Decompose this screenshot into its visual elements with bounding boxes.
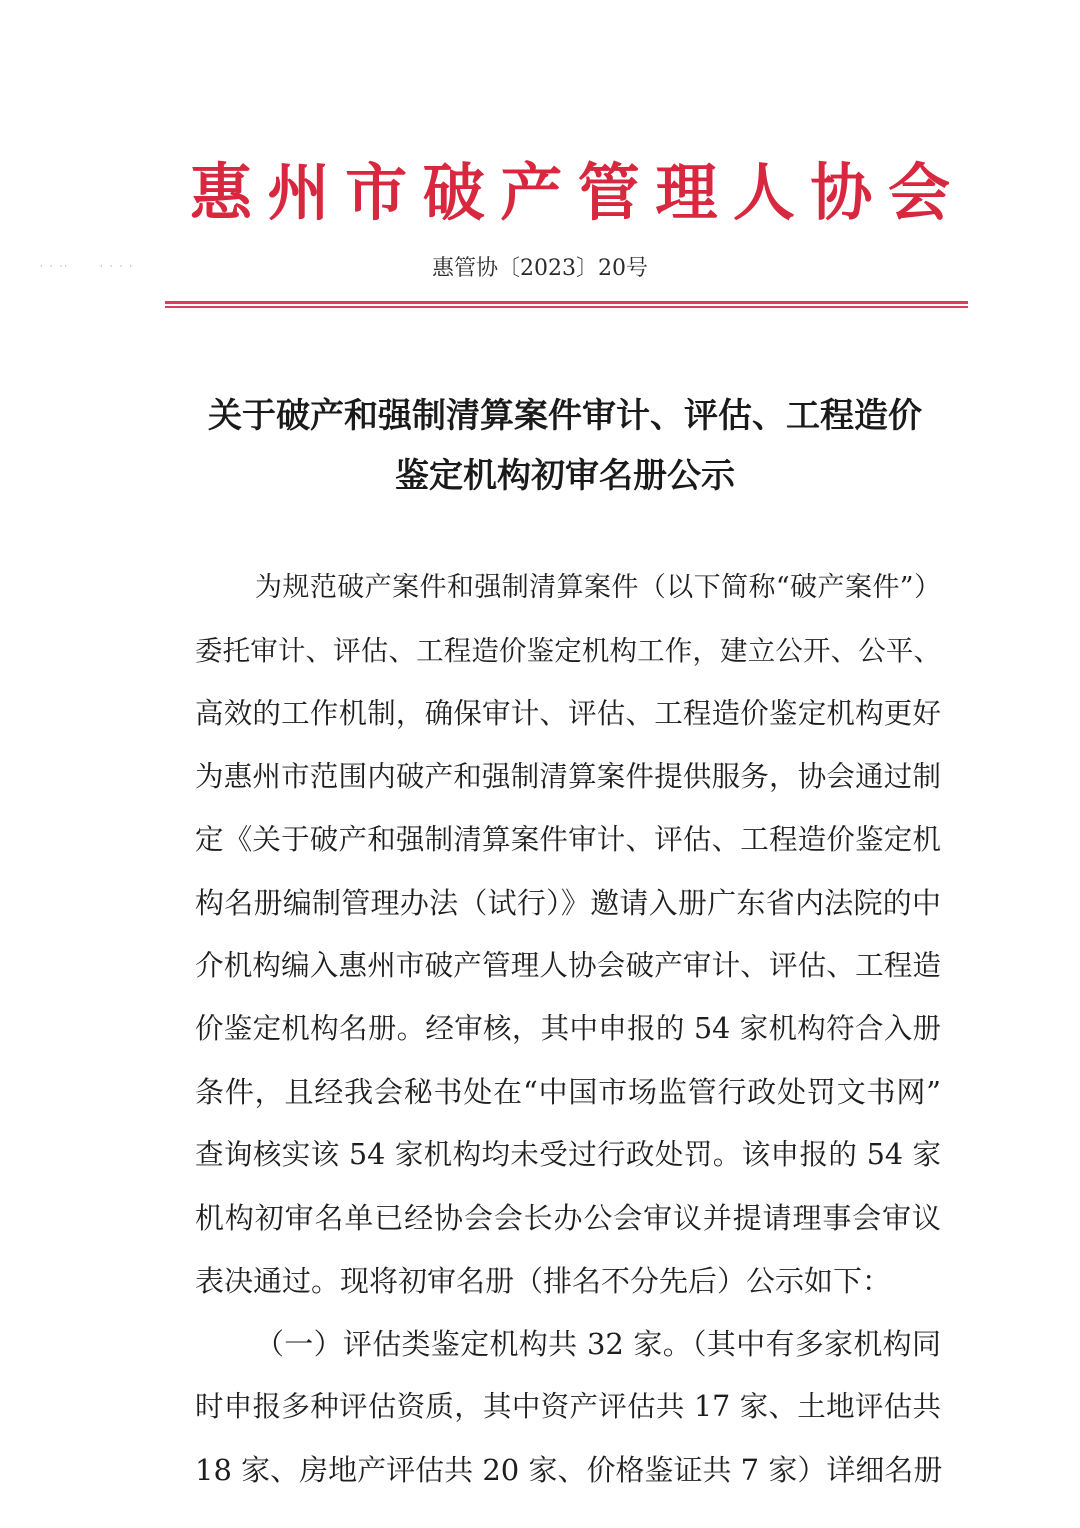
scan-mark: · · ·· xyxy=(40,262,70,272)
body-line: 查询核实该 54 家机构均未受过行政处罚。该申报的 54 家 xyxy=(195,1138,941,1171)
scan-mark: · · · · xyxy=(100,262,135,272)
header-rule-thick xyxy=(165,301,968,304)
body-line: 高效的工作机制，确保审计、评估、工程造价鉴定机构更好 xyxy=(195,697,941,730)
document-title-line-1: 关于破产和强制清算案件审计、评估、工程造价 xyxy=(208,396,922,436)
body-line: 机构初审名单已经协会会长办公会审议并提请理事会审议 xyxy=(195,1201,941,1235)
body-line: 表决通过。现将初审名册（排名不分先后）公示如下： xyxy=(195,1264,892,1298)
body-line: 介机构编入惠州市破产管理人协会破产审计、评估、工程造 xyxy=(195,949,941,982)
body-line: 委托审计、评估、工程造价鉴定机构工作，建立公开、公平、 xyxy=(195,635,941,667)
body-line: 为惠州市范围内破产和强制清算案件提供服务，协会通过制 xyxy=(195,760,941,793)
document-title-line-2: 鉴定机构初审名册公示 xyxy=(395,456,735,496)
document-number: 惠管协〔2023〕20号 xyxy=(432,256,648,281)
body-line: 构名册编制管理办法（试行）》邀请入册广东省内法院的中 xyxy=(195,886,941,920)
body-line: 时申报多种评估资质，其中资产评估共 17 家、土地评估共 xyxy=(195,1390,941,1423)
body-line: 定《关于破产和强制清算案件审计、评估、工程造价鉴定机 xyxy=(195,823,941,856)
document-body xyxy=(195,564,941,1509)
header-rule-thin xyxy=(165,306,968,308)
body-line: （一）评估类鉴定机构共 32 家。（其中有多家机构同 xyxy=(255,1327,941,1361)
organization-header: 惠州市破产管理人协会 xyxy=(190,156,950,229)
body-line: 18 家、房地产评估共 20 家、价格鉴证共 7 家）详细名册 xyxy=(195,1453,943,1487)
body-line: 为规范破产案件和强制清算案件（以下简称“破产案件”） xyxy=(255,572,941,603)
body-line: 价鉴定机构名册。经审核，其中申报的 54 家机构符合入册 xyxy=(195,1012,941,1045)
body-line: 条件，且经我会秘书处在“中国市场监管行政处罚文书网” xyxy=(195,1075,941,1109)
